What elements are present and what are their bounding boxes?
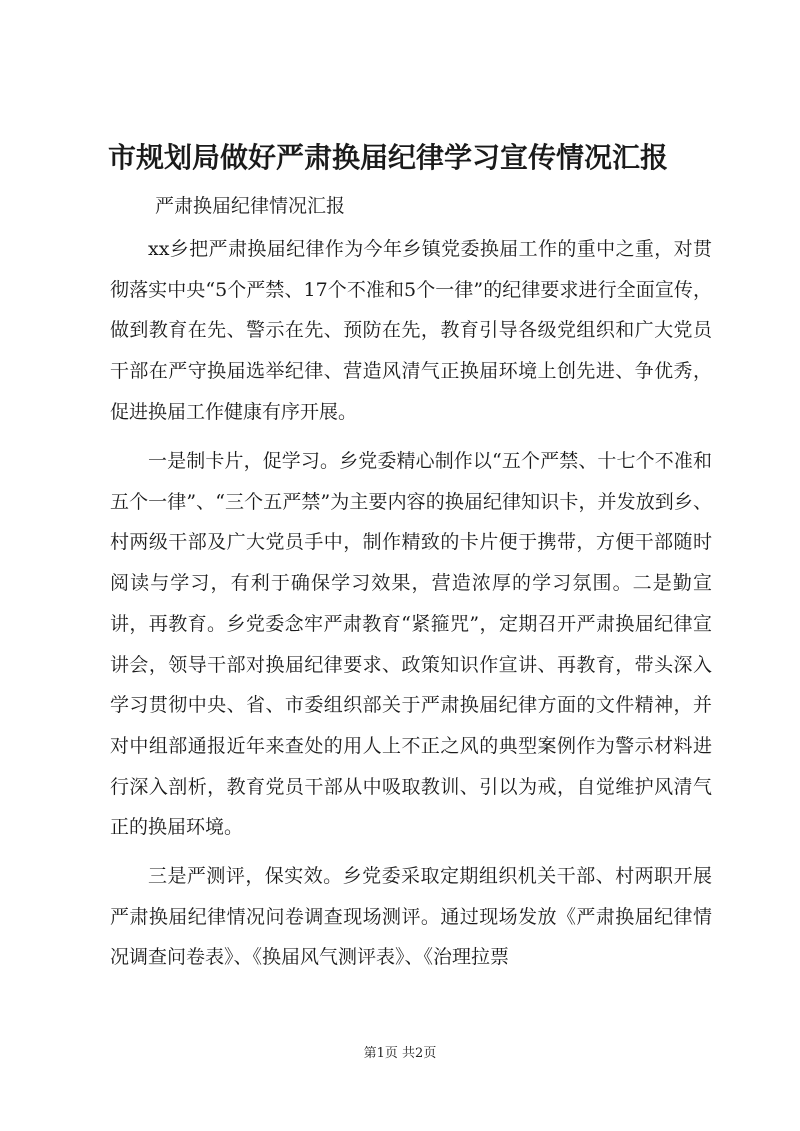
paragraph-intro: xx乡把严肃换届纪律作为今年乡镇党委换届工作的重中之重，对贯彻落实中央“5个严禁、17个不准和5个一律”的纪律要求进行全面宣传，做到教育在先、警示在先、预防在先，教育引导各级党组织和广大党员干部在严守换届选举纪律、营造风清气正换届环境上创先进、争优秀，促进换届工作健康有序开展。 [110, 238, 712, 423]
page-number-footer: 第1页 共2页 [363, 1046, 437, 1061]
paragraph-evaluation: 三是严测评，保实效。乡党委采取定期组织机关干部、村两职开展严肃换届纪律情况问卷调查现场测评。通过现场发放《严肃换届纪律情况调查问卷表》、《换届风气测评表》、《治理拉票 [110, 865, 712, 969]
paragraph-measures: 一是制卡片，促学习。乡党委精心制作以“五个严禁、十七个不准和五个一律”、“三个五严禁”为主要内容的换届纪律知识卡，并发放到乡、村两级干部及广大党员手中，制作精致的卡片便于携带，方便干部随时阅读与学习，有利于确保学习效果，营造浓厚的学习氛围。二是勤宣讲，再教育。乡党委念牢严肃教育“紧箍咒”，定期召开严肃换届纪律宣讲会，领导干部对换届纪律要求、政策知识作宣讲、再教育，带头深入学习贯彻中央、省、市委组织部关于严肃换届纪律方面的文件精神，并对中组部通报近年来查处的用人上不正之风的典型案例作为警示材料进行深入剖析，教育党员干部从中吸取教训、引以为戒，自觉维护风清气正的换届环境。 [110, 450, 712, 839]
document-subtitle: 严肃换届纪律情况汇报 [155, 195, 346, 217]
document-title: 市规划局做好严肃换届纪律学习宣传情况汇报 [108, 141, 669, 174]
